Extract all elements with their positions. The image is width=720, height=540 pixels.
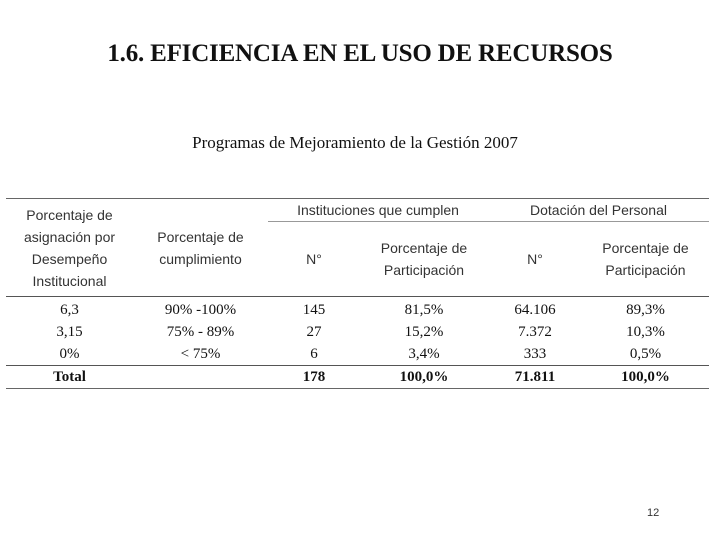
header-porcentaje-asignacion: Porcentaje de asignación por Desempeño Institucional [6,199,133,297]
table-cell: 89,3% [582,297,709,322]
table-cell: 71.811 [488,366,582,389]
table-cell: 90% -100% [133,297,268,322]
header-instituciones-n: N° [306,251,322,267]
table-cell: 145 [268,297,360,322]
table-row [6,343,709,366]
header-dotacion-personal: Dotación del Personal [488,199,709,222]
table-cell: 81,5% [360,297,488,322]
table-cell: 10,3% [626,324,665,340]
header-porcentaje-cumplimiento: Porcentaje de cumplimiento [133,199,268,297]
table-cell: 100,0% [360,366,488,389]
table-cell: 7.372 [518,324,552,340]
header-instituciones-que-cumplen: Instituciones que cumplen [268,199,488,222]
header-dotacion-participacion: Porcentaje de Participación [602,240,689,278]
table-cell: 64.106 [488,297,582,322]
table-cell: 27 [306,324,322,340]
table-cell: 3,15 [56,324,83,340]
table-cell: 0% [59,346,80,362]
table-cell: 6 [310,346,318,362]
page-title: 1.6. EFICIENCIA EN EL USO DE RECURSOS [107,40,613,67]
table-cell [133,366,268,389]
table-cell: < 75% [180,346,221,362]
resource-efficiency-table [6,198,709,389]
table-cell: 15,2% [404,324,444,340]
table-cell: 333 [523,346,547,362]
page-number: 12 [647,507,660,519]
header-dotacion-n: N° [527,251,543,267]
table-cell: 178 [268,366,360,389]
table-cell: 100,0% [582,366,709,389]
table-cell: 75% - 89% [166,324,235,340]
header-instituciones-participacion: Porcentaje de Participación [380,240,468,278]
data-table [6,198,709,389]
table-caption: Programas de Mejoramiento de la Gestión 2007 [192,133,518,152]
table-cell: 0,5% [629,346,662,362]
table-cell: 3,4% [408,346,440,362]
total-label: Total [6,366,133,389]
table-row [6,321,709,343]
table-total-row [6,366,709,389]
table-cell: 6,3 [6,297,133,322]
table-row [6,297,709,322]
